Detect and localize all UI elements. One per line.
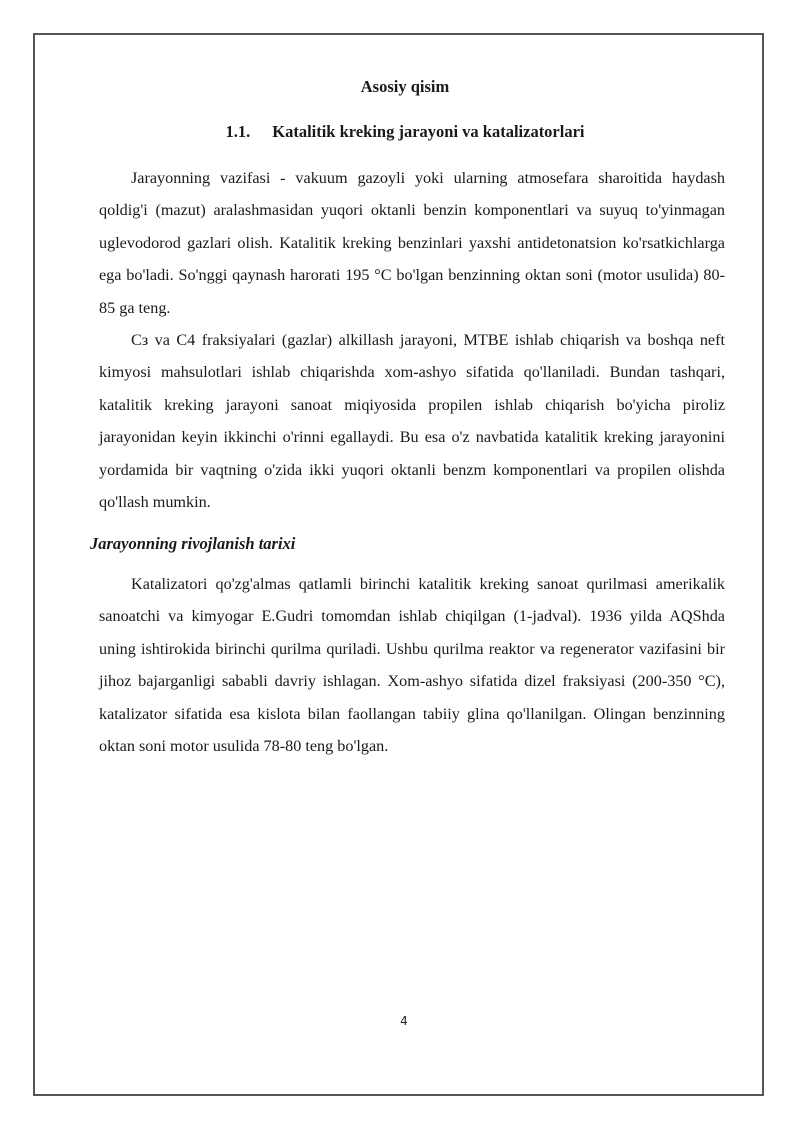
page-heading: Asosiy qisim: [360, 77, 450, 96]
paragraph-2: Cз va C4 fraksiyalari (gazlar) alkillash jarayoni, MTBE ishlab chiqarish va boshqa neft kimyosi mahsulotlari ishlab chiqarishda xom-ashyo sifatida qo'llaniladi. Bundan tashqari, katalitik kreking jarayoni sanoat miqiyosida propilen ishlab chiqarish bo'yicha piroliz jarayonidan keyin ikkinchi o'rinni egallaydi. Bu esa o'z navbatida katalitik kreking jarayonini yordamida bir vaqtning o'zida ikki yuqori oktanli benzm komponentlari va propilen olishda qo'llash mumkin.: [99, 331, 725, 512]
section-title: Jarayonning rivojlanish tarixi: [90, 534, 296, 553]
paragraph-1: Jarayonning vazifasi - vakuum gazoyli yoki ularning atmosefara sharoitida haydash qoldig'i (mazut) aralashmasidan yuqori oktanli benzin komponentlari va suyuq to'yinmagan uglevodorod gazlari olish. Katalitik kreking benzinlari yaxshi antidetonatsion ko'rsatkichlarga ega bo'ladi. So'nggi qaynash harorati 195 °C bo'lgan benzinning oktan soni (motor usulida) 80- 85 ga teng.: [99, 169, 725, 317]
subsection-number: 1.1.: [225, 122, 251, 141]
subsection-heading: [0, 122, 800, 142]
subsection-title: Katalitik kreking jarayoni va katalizatorlari: [272, 122, 585, 141]
section-paragraph: Katalizatori qo'zg'almas qatlamli birinchi katalitik kreking sanoat qurilmasi amerikalik sanoatchi va kimyogar E.Gudri tomomdan ishlab chiqilgan (1-jadval). 1936 yilda AQShda uning ishtirokida birinchi qurilma quriladi. Ushbu qurilma reaktor va regenerator vazifasini bir jihoz bajarganligi sababli davriy ishlagan. Xom-ashyo sifatida dizel fraksiyasi (200-350 °C), katalizator sifatida esa kislota bilan faollangan tabiiy glina qo'llanilgan. Olingan benzinning oktan soni motor usulida 78-80 teng bo'lgan.: [99, 575, 725, 756]
page-number: 4: [400, 1014, 408, 1028]
